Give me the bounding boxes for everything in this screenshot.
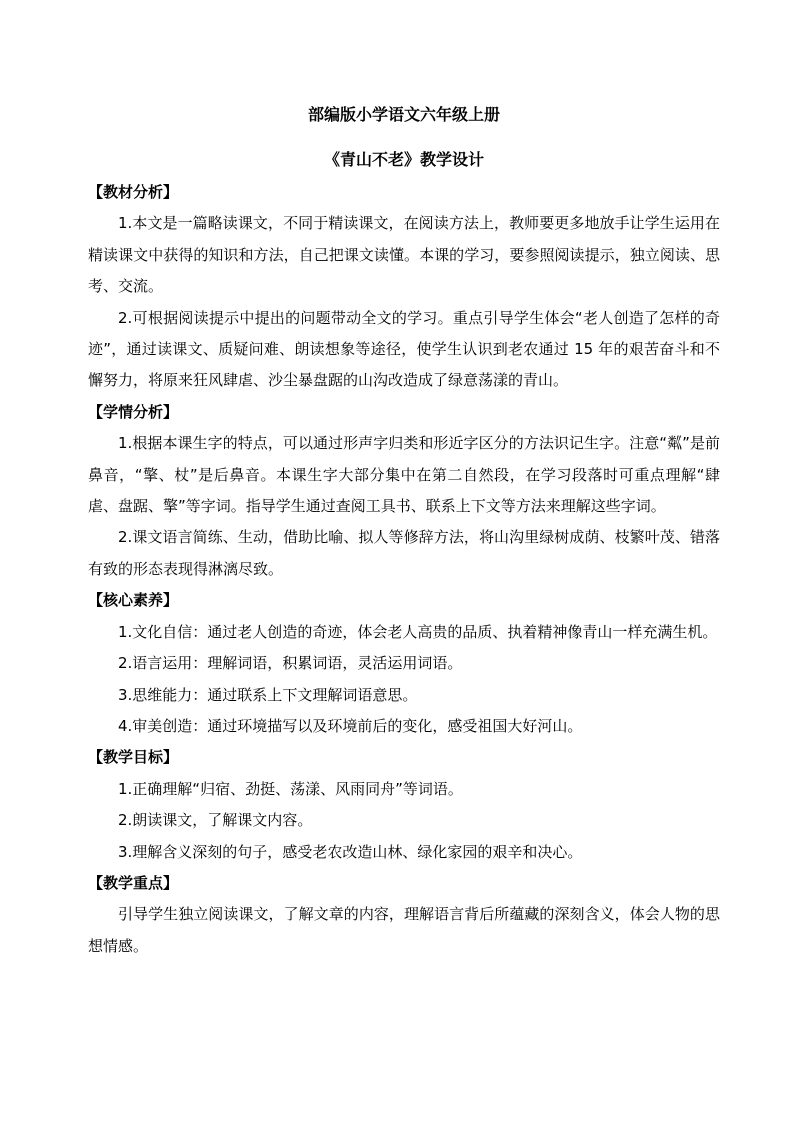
paragraph: 1.文化自信：通过老人创造的奇迹，体会老人高贵的品质、执着精神像青山一样充满生机。 — [118, 622, 718, 641]
section-learner-analysis — [88, 397, 720, 585]
paragraph: 2.可根据阅读提示中提出的问题带动全文的学习。重点引导学生体会“老人创造了怎样的奇迹”，通过读课文、质疑问难、朗读想象等途径，使学生认识到老农通过 15 年的艰苦奋斗和不懈努力，将原来狂风肆虐、沙尘暴盘踞的山沟改造成了绿意荡漾的青山。 — [88, 308, 720, 390]
paragraph: 2.课文语言简练、生动，借助比喻、拟人等修辞方法，将山沟里绿树成荫、枝繁叶茂、错落有致的形态表现得淋漓尽致。 — [88, 528, 720, 578]
document-body — [88, 100, 720, 962]
section-heading: 【学情分析】 — [88, 402, 179, 421]
document-subtitle: 《青山不老》教学设计 — [323, 150, 484, 169]
section-core-literacy — [88, 585, 720, 742]
paragraph: 引导学生独立阅读课文，了解文章的内容，理解语言背后所蕴藏的深刻含义，体会人物的思想情感。 — [88, 905, 720, 955]
section-heading: 【教材分析】 — [88, 183, 179, 201]
section-heading: 【教学重点】 — [88, 873, 179, 892]
paragraph: 3.理解含义深刻的句子，感受老农改造山林、绿化家园的艰辛和决心。 — [118, 842, 583, 861]
paragraph: 1.本文是一篇略读课文，不同于精读课文，在阅读方法上，教师要更多地放手让学生运用在精读课文中获得的知识和方法，自己把课文读懂。本课的学习，要参照阅读提示，独立阅读、思考、交流。 — [88, 214, 720, 296]
paragraph: 4.审美创造：通过环境描写以及环境前后的变化，感受祖国大好河山。 — [118, 716, 583, 735]
section-heading: 【核心素养】 — [88, 591, 179, 610]
section-textbook-analysis — [88, 177, 720, 397]
document-title: 部编版小学语文六年级上册 — [307, 105, 500, 124]
paragraph: 2.朗读课文，了解课文内容。 — [118, 811, 313, 830]
paragraph: 3.思维能力：通过联系上下文理解词语意思。 — [118, 685, 418, 704]
paragraph: 1.正确理解“归宿、劲挺、荡漾、风雨同舟”等词语。 — [118, 779, 463, 798]
section-teaching-focus — [88, 868, 720, 962]
paragraph: 1.根据本课生字的特点，可以通过形声字归类和形近字区分的方法识记生字。注意“粼”是前鼻音，“擎、杖”是后鼻音。本课生字大部分集中在第二自然段，在学习段落时可重点理解“肆虐、盘踞、擎”等字词。指导学生通过查阅工具书、联系上下文等方法来理解这些字词。 — [88, 434, 720, 516]
paragraph: 2.语言运用：理解词语，积累词语，灵活运用词语。 — [118, 654, 463, 673]
section-heading: 【教学目标】 — [88, 748, 179, 767]
section-teaching-goals — [88, 742, 720, 868]
